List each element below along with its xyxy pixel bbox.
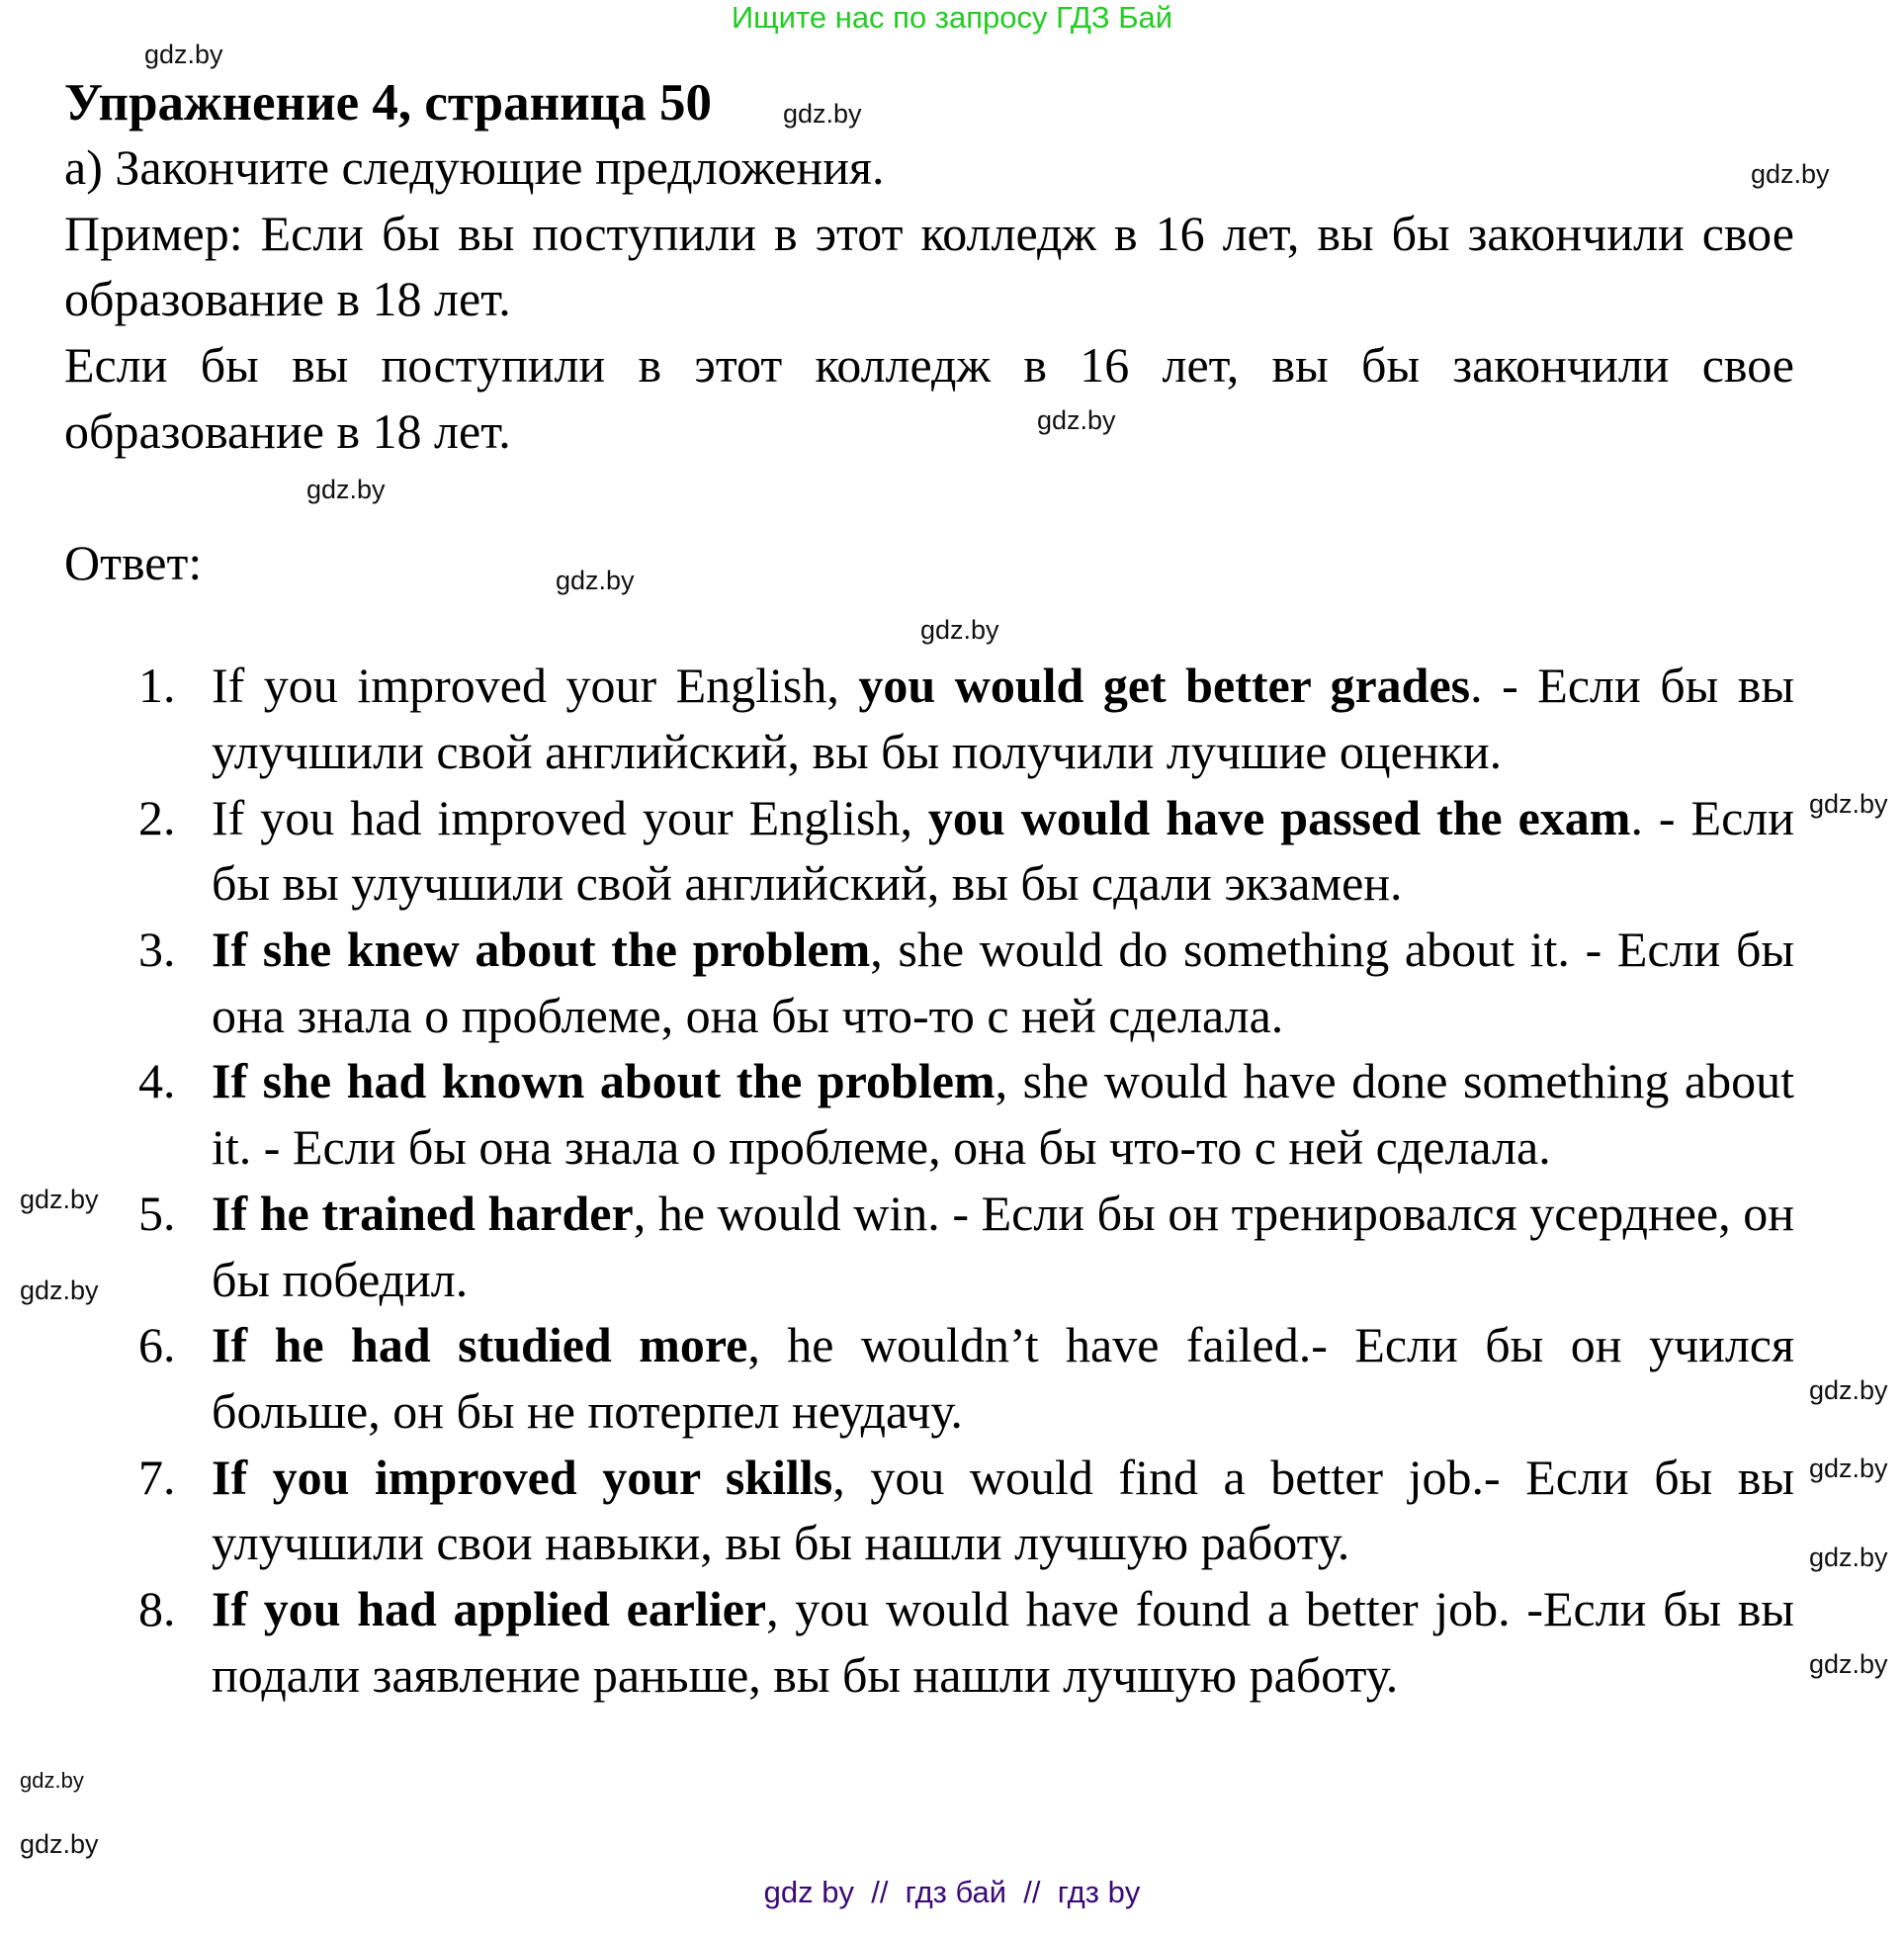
item-number: 6. — [138, 1317, 176, 1373]
watermark: gdz.by — [144, 40, 223, 69]
list-item — [64, 917, 1794, 1048]
watermark: gdz.by — [920, 615, 999, 645]
item-text: . - Если бы вы улучшили свой английский, вы бы сдали экзамен. — [212, 789, 1795, 912]
item-text: , you would find a better job.- Если бы вы улучшили свои навыки, вы бы нашли лучшую работу. — [212, 1449, 1794, 1571]
watermark: gdz.by — [1809, 1375, 1888, 1405]
item-text: If you had improved your English, — [212, 789, 928, 845]
watermark: gdz.by — [20, 1276, 99, 1305]
watermark: gdz.by — [1751, 159, 1830, 189]
item-number: 8. — [138, 1581, 176, 1637]
watermark: gdz.by — [20, 1829, 99, 1859]
watermark: gdz.by — [20, 1185, 99, 1214]
answer-label: Ответ: — [64, 534, 203, 590]
item-number: 2. — [138, 789, 176, 845]
item-bold-text: If she had known about the problem — [212, 1053, 995, 1109]
watermark: gdz.by — [1037, 405, 1116, 435]
item-number: 1. — [138, 658, 176, 714]
watermark: gdz.by — [20, 1768, 84, 1793]
top-banner-link[interactable]: Ищите нас по запросу ГДЗ Бай — [731, 0, 1173, 35]
exercise-content — [64, 71, 1794, 1708]
item-bold-text: you would get better grades — [858, 658, 1471, 714]
item-text: , she would do something about it. - Если бы она знала о проблеме, она бы что-то с ней сделала. — [212, 922, 1794, 1043]
footer-links[interactable] — [0, 1875, 1904, 1910]
task-text: а) Закончите следующие предложения. — [64, 139, 885, 195]
watermark: gdz.by — [1809, 1542, 1888, 1572]
item-bold-text: you would have passed the exam — [927, 789, 1631, 845]
item-number: 5. — [138, 1185, 176, 1241]
item-text: . - Если бы вы улучшили свой английский, вы бы получили лучшие оценки. — [212, 658, 1794, 779]
item-bold-text: If you improved your skills — [212, 1449, 833, 1505]
answer-list — [64, 653, 1794, 1708]
example-repeat-text: Если бы вы поступили в этот колледж в 16 лет, вы бы закончили свое образование в 18 лет. — [64, 337, 1794, 459]
watermark: gdz.by — [556, 566, 635, 595]
list-item — [64, 1312, 1794, 1444]
item-text: , he would win. - Если бы он тренировался усерднее, он бы победил. — [212, 1185, 1795, 1307]
watermark: gdz.by — [783, 99, 862, 129]
list-item — [64, 1048, 1794, 1180]
list-item — [64, 785, 1794, 917]
item-bold-text: If she knew about the problem — [212, 922, 871, 978]
watermark: gdz.by — [306, 475, 386, 504]
watermark: gdz.by — [1809, 1649, 1888, 1679]
item-text: , he wouldn’t have failed.- Если бы он учился больше, он бы не потерпел неудачу. — [212, 1317, 1794, 1439]
page-title: Упражнение 4, страница 50 — [64, 74, 712, 132]
watermark: gdz.by — [1809, 789, 1888, 819]
list-item — [64, 1576, 1794, 1708]
list-item — [64, 653, 1794, 784]
item-text: If you improved your English, — [212, 658, 859, 714]
item-bold-text: If he had studied more — [212, 1317, 748, 1373]
item-number: 4. — [138, 1053, 176, 1109]
item-text: , you would have found a better job. -Если бы вы подали заявление раньше, вы бы нашли лучшую работу. — [212, 1581, 1794, 1703]
example-text: Пример: Если бы вы поступили в этот колледж в 16 лет, вы бы закончили свое образование в 18 лет. — [64, 205, 1794, 327]
watermark: gdz.by — [1809, 1454, 1888, 1483]
list-item — [64, 1445, 1794, 1576]
item-bold-text: If he trained harder — [212, 1185, 634, 1241]
footer-text[interactable]: gdz by // гдз бай // гдз by — [763, 1875, 1141, 1909]
item-number: 7. — [138, 1449, 176, 1505]
item-text: , she would have done something about it. - Если бы она знала о проблеме, она бы что-то с ней сделала. — [212, 1053, 1794, 1176]
item-number: 3. — [138, 922, 176, 978]
list-item — [64, 1181, 1794, 1312]
item-bold-text: If you had applied earlier — [212, 1581, 767, 1637]
